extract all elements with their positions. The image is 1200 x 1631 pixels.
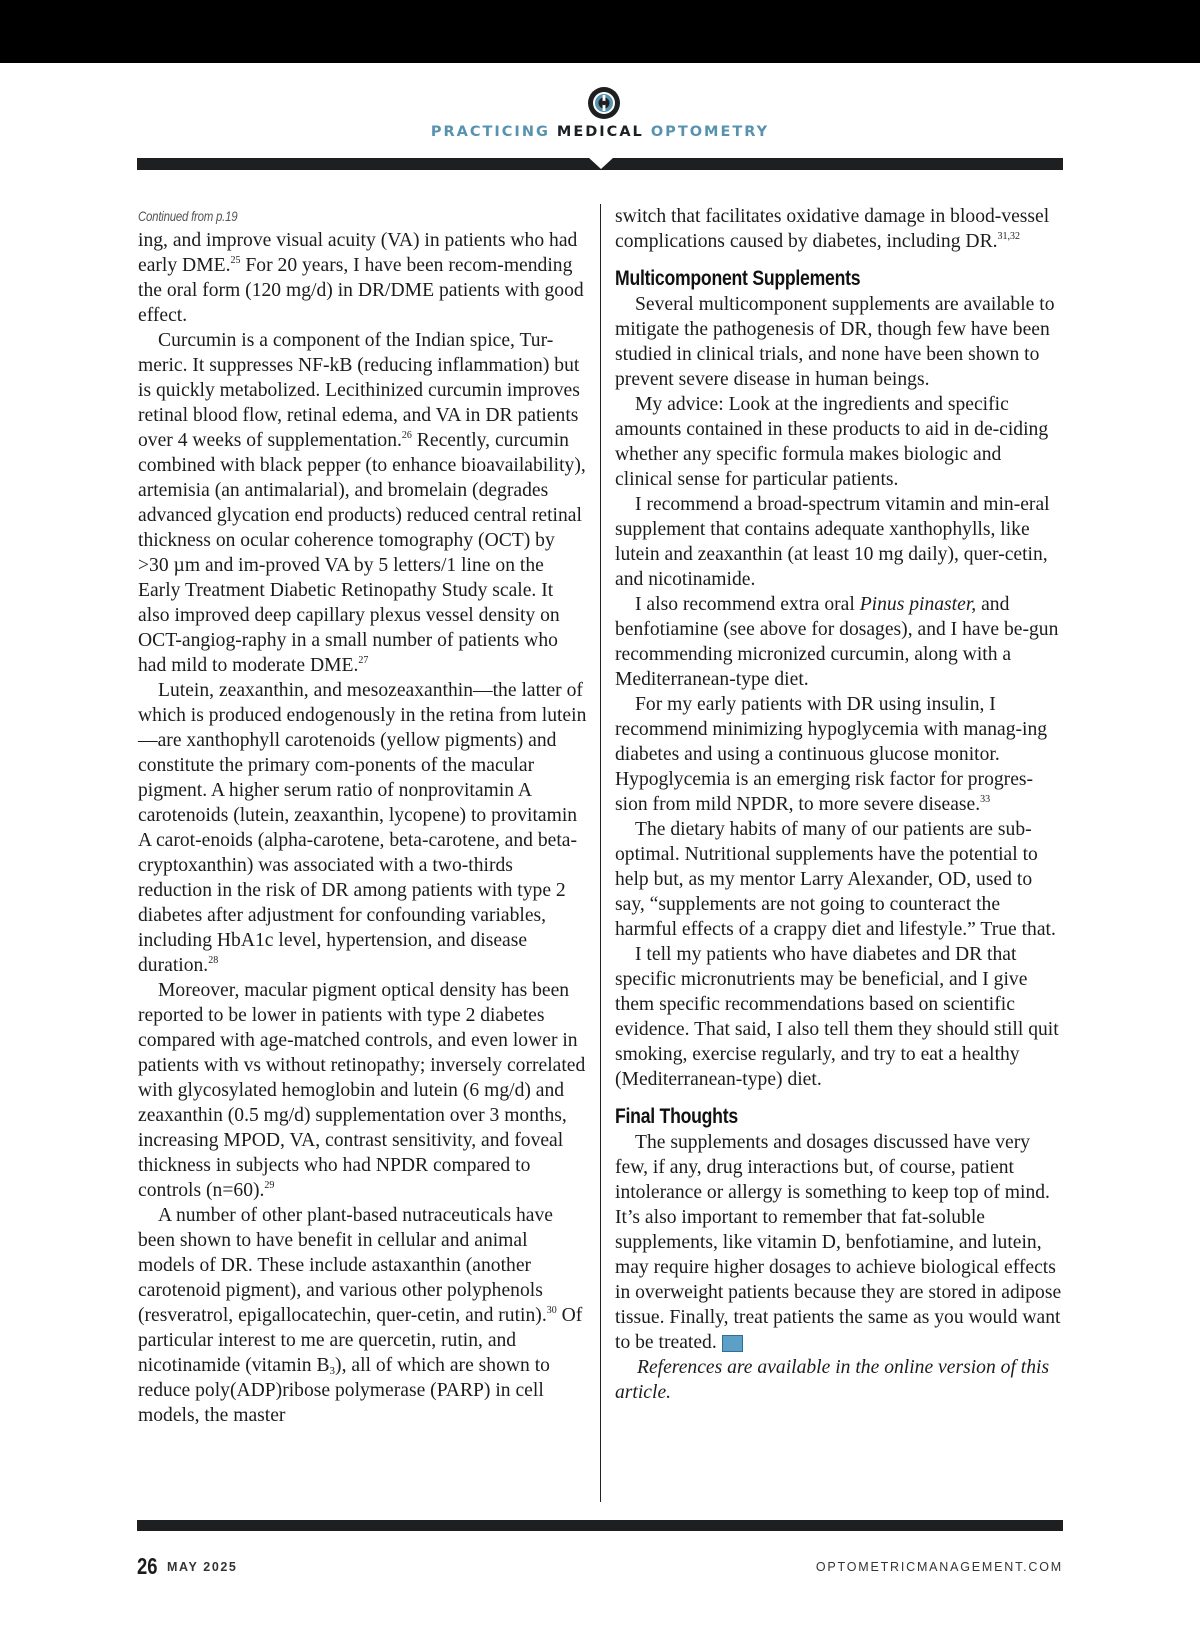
paragraph: Several multicomponent supplements are available to mitigate the pathogenesis of DR, though few have been studied in clinical trials, and none have been shown to prevent severe disease in human beings. — [615, 294, 1055, 390]
website-url: OPTOMETRICMANAGEMENT.COM — [815, 1560, 1063, 1574]
page-number: 26 — [137, 1553, 158, 1579]
footer-rule — [137, 1520, 1063, 1531]
column-divider — [600, 204, 601, 1502]
paragraph: I recommend a broad-spectrum vitamin and min-eral supplement that contains adequate xanthophylls, like lutein and zeaxanthin (at least 10 mg daily), quer-cetin, and nicotinamide. — [615, 494, 1050, 590]
section-title — [0, 124, 1200, 140]
eye-logo-icon — [587, 86, 621, 120]
section-title-part-3: OPTOMETRY — [650, 124, 770, 140]
paragraph: My advice: Look at the ingredients and specific amounts contained in these products to aid in de-ciding whether any specific formula makes biologic and clinical sense for particular patients. — [615, 394, 1049, 490]
header-rule-notch — [588, 157, 614, 169]
section-title-part-1: PRACTICING — [430, 124, 550, 140]
left-column — [138, 204, 588, 1428]
om-end-mark-icon: OM — [722, 1335, 743, 1352]
continued-from-note: Continued from p.19 — [138, 208, 238, 224]
issue-date: MAY 2025 — [167, 1560, 238, 1574]
right-column — [615, 204, 1063, 1405]
paragraph: Lutein, zeaxanthin, and mesozeaxanthin—the latter of which is produced endogenously in the retina from lutein—are xanthophyll carotenoids (yellow pigments) and constitute the primary com-ponents of the macular pigment. A higher serum ratio of nonprovitamin A carotenoids (lutein, zeaxanthin, lycopene) to provitamin A carot-enoids (alpha-carotene, beta-carotene, and beta-cryptoxanthin) was associated with a two-thirds reduction in the risk of DR among patients with type 2 diabetes after adjustment for confounding variables, including HbA1c level, hypertension, and disease duration.$^{28}$ — [138, 680, 587, 976]
paragraph: I tell my patients who have diabetes and DR that specific micronutrients may be beneficial, and I give them specific recommendations based on scientific evidence. That said, I also tell them they should still quit smoking, exercise regularly, and try to eat a healthy (Mediterranean-type) diet. — [615, 944, 1059, 1090]
top-black-bar — [0, 0, 1200, 63]
paragraph: The supplements and dosages discussed have very few, if any, drug interactions but, of course, patient intolerance or allergy is something to keep top of mind. It’s also important to remember that fat-soluble supplements, like vitamin D, benfotiamine, and lutein, may require higher dosages to achieve biological effects in overweight patients because they are stored in adipose tissue. Finally, treat patients the same as you would want to be treated. OM — [615, 1132, 1062, 1353]
paragraph: The dietary habits of many of our patients are sub-optimal. Nutritional supplements have the potential to help but, as my mentor Larry Alexander, OD, used to say, “supplements are not going to counteract the harmful effects of a crappy diet and lifestyle.” True that. — [615, 819, 1056, 940]
paragraph: For my early patients with DR using insulin, I recommend minimizing hypoglycemia with manag-ing diabetes and using a continuous glucose monitor. Hypoglycemia is an emerging risk factor for progres-sion from mild NPDR, to more severe disease.$^{33}$ — [615, 694, 1048, 815]
paragraph: A number of other plant-based nutraceuticals have been shown to have benefit in cellular and animal models of DR. These include astaxanthin (another carotenoid pigment), and various other polyphenols (resveratrol, epigallocatechin, quer-cetin, and rutin).$^{30}$ Of particular interest to me are quercetin, rutin, and nicotinamide (vitamin $B_3$), all of which are shown to reduce poly(ADP)ribose polymerase (PARP) in cell models, the master — [138, 1205, 583, 1426]
subheading-final-thoughts: Final Thoughts — [615, 1105, 738, 1128]
paragraph: Moreover, macular pigment optical density has been reported to be lower in patients with type 2 diabetes compared with age-matched controls, and even lower in patients with vs without retinopathy; inversely correlated with glycosylated hemoglobin and lutein (6 mg/d) and zeaxanthin (0.5 mg/d) supplementation over 3 months, increasing MPOD, VA, contrast sensitivity, and foveal thickness in subjects who had NPDR compared to controls (n=60).$^{29}$ — [138, 980, 586, 1201]
section-title-part-2: MEDICAL — [556, 124, 644, 140]
references-note: References are available in the online version of this article. — [615, 1357, 1050, 1403]
paragraph: Curcumin is a component of the Indian spice, Tur-meric. It suppresses NF-kB (reducing inflammation) but is quickly metabolized. Lecithinized curcumin improves retinal blood flow, retinal edema, and VA in DR patients over 4 weeks of supplementation.$^{26}$ Recently, curcumin combined with black pepper (to enhance bioavailability), artemisia (an antimalarial), and bromelain (degrades advanced glycation end products) reduced central retinal thickness on ocular coherence tomography (OCT) by >30 µm and im-proved VA by 5 letters/1 line on the Early Treatment Diabetic Retinopathy Study scale. It also improved deep capillary plexus vessel density on OCT-angiog-raphy in a small number of patients who had mild to moderate DME.$^{27}$ — [138, 330, 586, 676]
paragraph: ing, and improve visual acuity (VA) in patients who had early DME.$^{25}$ For 20 years, I have been recom-mending the oral form (120 mg/d) in DR/DME patients with good effect. — [138, 230, 584, 326]
paragraph: I also recommend extra oral Pinus pinaster, and benfotiamine (see above for dosages), and I have be-gun recommending micronized curcumin, along with a Mediterranean-type diet. — [615, 594, 1059, 690]
subheading-multicomponent: Multicomponent Supplements — [615, 267, 861, 290]
paragraph: switch that facilitates oxidative damage in blood-vessel complications caused by diabetes, including DR.$^{31,32}$ — [615, 206, 1050, 252]
